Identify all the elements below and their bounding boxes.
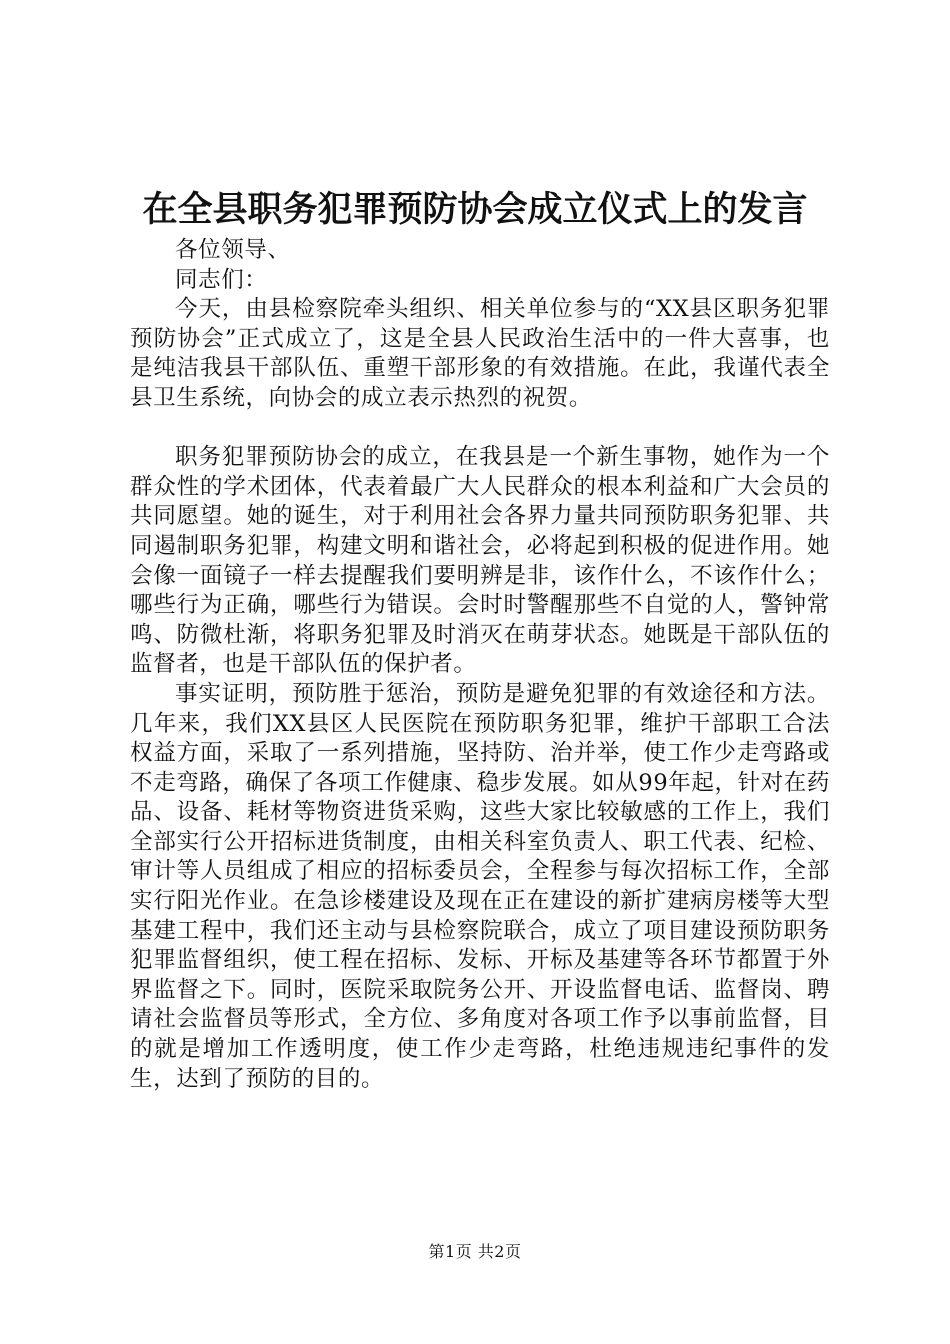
paragraph-prevention-measures: 事实证明，预防胜于惩治，预防是避免犯罪的有效途径和方法。几年来，我们XX县区人民医院在预防职务犯罪，维护干部职工合法权益方面，采取了一系列措施，坚持防、治并举，使工作少走弯路或不走弯路，确保了各项工作健康、稳步发展。如从99年起，针对在药品、设备、耗材等物资进货采购，这些大家比较敏感的工作上，我们全部实行公开招标进货制度，由相关科室负责人、职工代表、纪检、审计等人员组成了相应的招标委员会，全程参与每次招标工作，全部实行阳光作业。在急诊楼建设及现在正在建设的新扩建病房楼等大型基建工程中，我们还主动与县检察院联合，成立了项目建设预防职务犯罪监督组织，使工程在招标、发标、开标及基建等各环节都置于外界监督之下。同时，医院采取院务公开、开设监督电话、监督岗、聘请社会监督员等形式，全方位、多角度对各项工作予以事前监督，目的就是增加工作透明度，使工作少走弯路，杜绝违规违纪事件的发生，达到了预防的目的。 (130, 680, 830, 1092)
paragraph-association-significance: 职务犯罪预防协会的成立，在我县是一个新生事物，她作为一个群众性的学术团体，代表着最广大人民群众的根本利益和广大会员的共同愿望。她的诞生，对于利用社会各界力量共同预防职务犯罪、共同遏制职务犯罪，构建文明和谐社会，必将起到积极的促进作用。她会像一面镜子一样去提醒我们要明辨是非，该作什么，不该作什么；哪些行为正确，哪些行为错误。会时时警醒那些不自觉的人，警钟常鸣、防微杜渐，将职务犯罪及时消灭在萌芽状态。她既是干部队伍的监督者，也是干部队伍的保护者。 (130, 444, 830, 678)
salutation-comrades: 同志们： (175, 266, 268, 293)
salutation-leaders: 各位领导、 (175, 237, 291, 263)
document-title: 在全县职务犯罪预防协会成立仪式上的发言 (142, 189, 808, 230)
paragraph-opening: 今天，由县检察院牵头组织、相关单位参与的“XX县区职务犯罪预防协会”正式成立了，这是全县人民政治生活中的一件大喜事，也是纯洁我县干部队伍、重塑干部形象的有效措施。在此，我谨代表全县卫生系统，向协会的成立表示热烈的祝贺。 (130, 296, 830, 411)
document-body (130, 236, 830, 1094)
page-number-footer: 第1页 共2页 (428, 1242, 522, 1261)
